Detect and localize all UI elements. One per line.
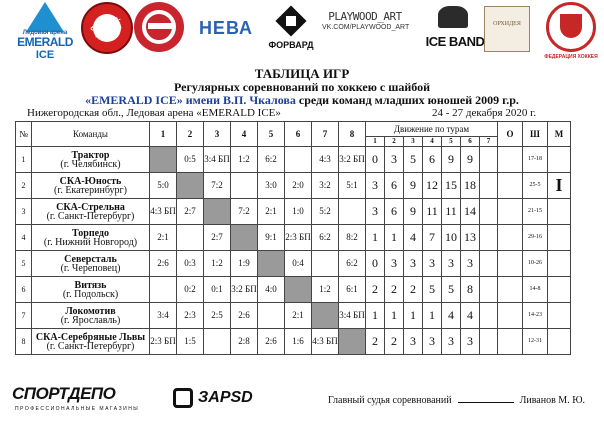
chief-judge-signature: Главный судья соревнований Ливанов М. Ю. [328,395,585,406]
match-result: 2:6 [258,329,285,355]
tour-points: 6 [423,147,442,173]
ice-band-logo: ICE BAND [420,6,490,50]
tour-points: 8 [461,277,480,303]
match-result [231,173,258,199]
match-result: 2:3 [177,303,204,329]
tour-header-5: 5 [442,137,461,147]
team-name: СКА-Серебряные Львы [35,331,146,343]
match-result: 6:2 [339,251,366,277]
match-result [204,329,231,355]
neva-logo: НЕВА [198,18,254,38]
tour-points: 9 [404,199,423,225]
tour-points: 3 [461,329,480,355]
tour-points: 4 [442,303,461,329]
team-number: 2 [16,173,32,199]
team-row [16,199,571,225]
tour-points: 2 [385,329,404,355]
tour-points: 5 [423,277,442,303]
points-total [498,277,523,303]
header-row-1 [16,122,571,137]
col-header-7: 7 [312,122,339,147]
points-total [498,329,523,355]
tour-header-3: 3 [404,137,423,147]
points-total [498,199,523,225]
col-header-8: 8 [339,122,366,147]
match-result: 3:0 [258,173,285,199]
sportdepo-logo: СПОРТДЕПО ПРОФЕССИОНАЛЬНЫЕ МАГАЗИНЫ [12,384,140,412]
match-result: 0:2 [177,277,204,303]
tour-points: 1 [385,225,404,251]
col-header-3: 3 [204,122,231,147]
team-city: (г. Череповец) [60,262,121,274]
tour-points: 6 [385,199,404,225]
match-result [312,251,339,277]
match-result: 1:2 [312,277,339,303]
match-result: 3:4 БП [204,147,231,173]
match-result: 3:4 БП [339,303,366,329]
tour-points: 9 [404,173,423,199]
points-total [498,251,523,277]
team-name: Трактор [71,149,110,161]
match-result: 2:1 [258,199,285,225]
tour-points: 12 [423,173,442,199]
place [548,147,571,173]
tour-points: 0 [366,147,385,173]
col-header-4: 4 [231,122,258,147]
match-result: 2:5 [204,303,231,329]
match-result: 1:6 [285,329,312,355]
tour-points: 3 [423,329,442,355]
team-name: СКА-Стрельна [56,201,125,213]
team-city: (г. Екатеринбург) [54,184,127,196]
self-match-cell [177,173,204,199]
col-header-2: 2 [177,122,204,147]
match-result: 2:8 [231,329,258,355]
match-result: 1:2 [231,147,258,173]
match-result: 2:6 [231,303,258,329]
team-cell [32,225,150,251]
tour-points: 3 [442,251,461,277]
match-result [285,147,312,173]
team-number: 8 [16,329,32,355]
results-table [15,121,571,355]
team-cell [32,251,150,277]
place [548,251,571,277]
team-row [16,225,571,251]
tour-points: 0 [366,251,385,277]
goals-ratio: 29-16 [523,225,548,251]
tour-points: 1 [366,303,385,329]
col-header-num: № [16,122,32,147]
match-result: 2:3 БП [150,329,177,355]
tour-points: 1 [385,303,404,329]
tour-points: 4 [404,225,423,251]
tour-points: 5 [442,277,461,303]
team-city: (г. Санкт-Петербург) [46,210,135,222]
match-result: 0:1 [204,277,231,303]
tour-points: 3 [404,329,423,355]
match-result: 1:2 [204,251,231,277]
match-result: 6:2 [258,147,285,173]
tour-points: 11 [442,199,461,225]
futbol-hokkey-logo: ФУТБОЛ-ХОККЕЙ [81,2,133,54]
tour-points [480,173,498,199]
goals-ratio: 10-26 [523,251,548,277]
tour-header-6: 6 [461,137,480,147]
team-cell [32,277,150,303]
tour-points [480,199,498,225]
team-cell [32,147,150,173]
tour-points: 5 [404,147,423,173]
team-city: (г. Подольск) [62,288,119,300]
tour-points: 3 [461,251,480,277]
match-result: 4:3 БП [312,329,339,355]
match-result: 7:2 [204,173,231,199]
team-name: Северсталь [64,253,117,265]
tour-points: 1 [366,225,385,251]
match-result: 2:7 [177,199,204,225]
match-result: 3:4 [150,303,177,329]
team-row [16,251,571,277]
team-number: 4 [16,225,32,251]
team-number: 1 [16,147,32,173]
goals-ratio: 14-8 [523,277,548,303]
team-name: Торпедо [72,227,109,239]
forvard-logo: ФОРВАРД [262,10,320,54]
tour-points: 7 [423,225,442,251]
goals-ratio: 12-31 [523,329,548,355]
tour-points: 9 [442,147,461,173]
tour-points: 14 [461,199,480,225]
match-result: 1:0 [285,199,312,225]
team-number: 6 [16,277,32,303]
team-city: (г. Ярославль) [60,314,121,326]
tour-points: 18 [461,173,480,199]
dates-text: 24 - 27 декабря 2020 г. [432,107,537,119]
col-header-teams: Команды [32,122,150,147]
team-number: 5 [16,251,32,277]
competition-line: Регулярных соревнований по хоккею с шайбой [173,80,431,94]
team-name: Локомотив [65,305,116,317]
tour-points: 3 [442,329,461,355]
points-total [498,225,523,251]
match-result: 2:1 [285,303,312,329]
team-row [16,303,571,329]
col-header-m: М [548,122,571,147]
tour-points: 13 [461,225,480,251]
tour-points [480,329,498,355]
team-number: 7 [16,303,32,329]
match-result: 2:6 [150,251,177,277]
team-name: СКА-Юность [59,175,122,187]
tour-points: 4 [461,303,480,329]
points-total [498,173,523,199]
self-match-cell [150,147,177,173]
team-row [16,277,571,303]
match-result: 3:2 [312,173,339,199]
col-header-sh: Ш [523,122,548,147]
team-number: 3 [16,199,32,225]
match-result: 7:2 [231,199,258,225]
team-city: (г. Челябинск) [60,158,121,170]
tour-header-1: 1 [366,137,385,147]
goals-ratio: 14-23 [523,303,548,329]
tour-points [480,225,498,251]
match-result: 6:1 [339,277,366,303]
tour-points: 11 [423,199,442,225]
competition-name: «EMERALD ICE» имени В.П. Чкалова среди команд младших юношей 2009 г.р. [85,93,519,107]
red-circle-logo [134,2,184,52]
col-header-1: 1 [150,122,177,147]
team-row [16,329,571,355]
match-result: 3:2 БП [339,147,366,173]
tour-points: 3 [423,251,442,277]
match-result: 0:5 [177,147,204,173]
tour-points: 2 [385,277,404,303]
team-cell [32,303,150,329]
tour-points: 10 [442,225,461,251]
team-row [16,173,571,199]
goals-ratio: 25-5 [523,173,548,199]
tour-points: 6 [385,173,404,199]
place: I [548,173,571,199]
match-result: 4:0 [258,277,285,303]
hockey-federation-logo: ФЕДЕРАЦИЯ ХОККЕЯ [544,0,598,62]
tour-header-2: 2 [385,137,404,147]
match-result: 6:2 [312,225,339,251]
tour-points: 1 [404,303,423,329]
points-total [498,147,523,173]
team-city: (г. Санкт-Петербург) [46,340,135,352]
place [548,277,571,303]
playwood-art-logo: PLAYWOOD_ART VK.COM/PLAYWOOD_ART [322,10,410,31]
tour-points [480,277,498,303]
team-name: Витязь [74,279,107,291]
col-header-moves: Движение по турам [366,122,498,137]
place [548,329,571,355]
match-result [177,225,204,251]
match-result: 1:9 [231,251,258,277]
match-result: 2:1 [150,225,177,251]
goals-ratio: 17-18 [523,147,548,173]
team-cell [32,199,150,225]
goals-ratio: 21-15 [523,199,548,225]
tour-points: 2 [366,277,385,303]
match-result: 5:0 [150,173,177,199]
match-result: 3:2 БП [231,277,258,303]
match-result: 0:4 [285,251,312,277]
tour-points [480,303,498,329]
place [548,303,571,329]
emerald-ice-logo: Ледовая арена EMERALD ICE [14,2,76,62]
match-result: 5:1 [339,173,366,199]
self-match-cell [339,329,366,355]
match-result: 4:3 БП [150,199,177,225]
tour-points: 3 [366,173,385,199]
place [548,199,571,225]
tour-points: 9 [461,147,480,173]
match-result: 2:3 БП [285,225,312,251]
self-match-cell [231,225,258,251]
match-result: 8:2 [339,225,366,251]
tour-points: 3 [366,199,385,225]
tour-points: 3 [385,251,404,277]
match-result: 2:7 [204,225,231,251]
orhideya-logo: ОРХИДЕЯ [484,6,530,52]
match-result: 9:1 [258,225,285,251]
tour-points: 3 [385,147,404,173]
tour-header-7: 7 [480,137,498,147]
tour-points [480,251,498,277]
match-result: 4:3 [312,147,339,173]
self-match-cell [312,303,339,329]
match-result: 2:0 [285,173,312,199]
tour-points: 2 [404,277,423,303]
tour-points: 2 [366,329,385,355]
team-cell [32,329,150,355]
col-header-6: 6 [285,122,312,147]
tour-points: 1 [423,303,442,329]
sponsor-logos-bar [0,0,604,68]
col-header-5: 5 [258,122,285,147]
team-row [16,147,571,173]
place [548,225,571,251]
team-city: (г. Нижний Новгород) [43,236,138,248]
self-match-cell [258,251,285,277]
venue-text: Нижегородская обл., Ледовая арена «EMERALD ICE» [27,107,281,119]
match-result: 5:2 [312,199,339,225]
match-result: 0:3 [177,251,204,277]
match-result [150,277,177,303]
col-header-o: О [498,122,523,147]
tour-points: 3 [404,251,423,277]
tour-points [480,147,498,173]
self-match-cell [204,199,231,225]
points-total [498,303,523,329]
match-result: 1:5 [177,329,204,355]
tour-header-4: 4 [423,137,442,147]
match-result [258,303,285,329]
self-match-cell [285,277,312,303]
match-result [339,199,366,225]
team-cell [32,173,150,199]
zarsd-logo: ЗАРSD [173,388,273,416]
page-title: ТАБЛИЦА ИГР [254,66,350,81]
tour-points: 15 [442,173,461,199]
